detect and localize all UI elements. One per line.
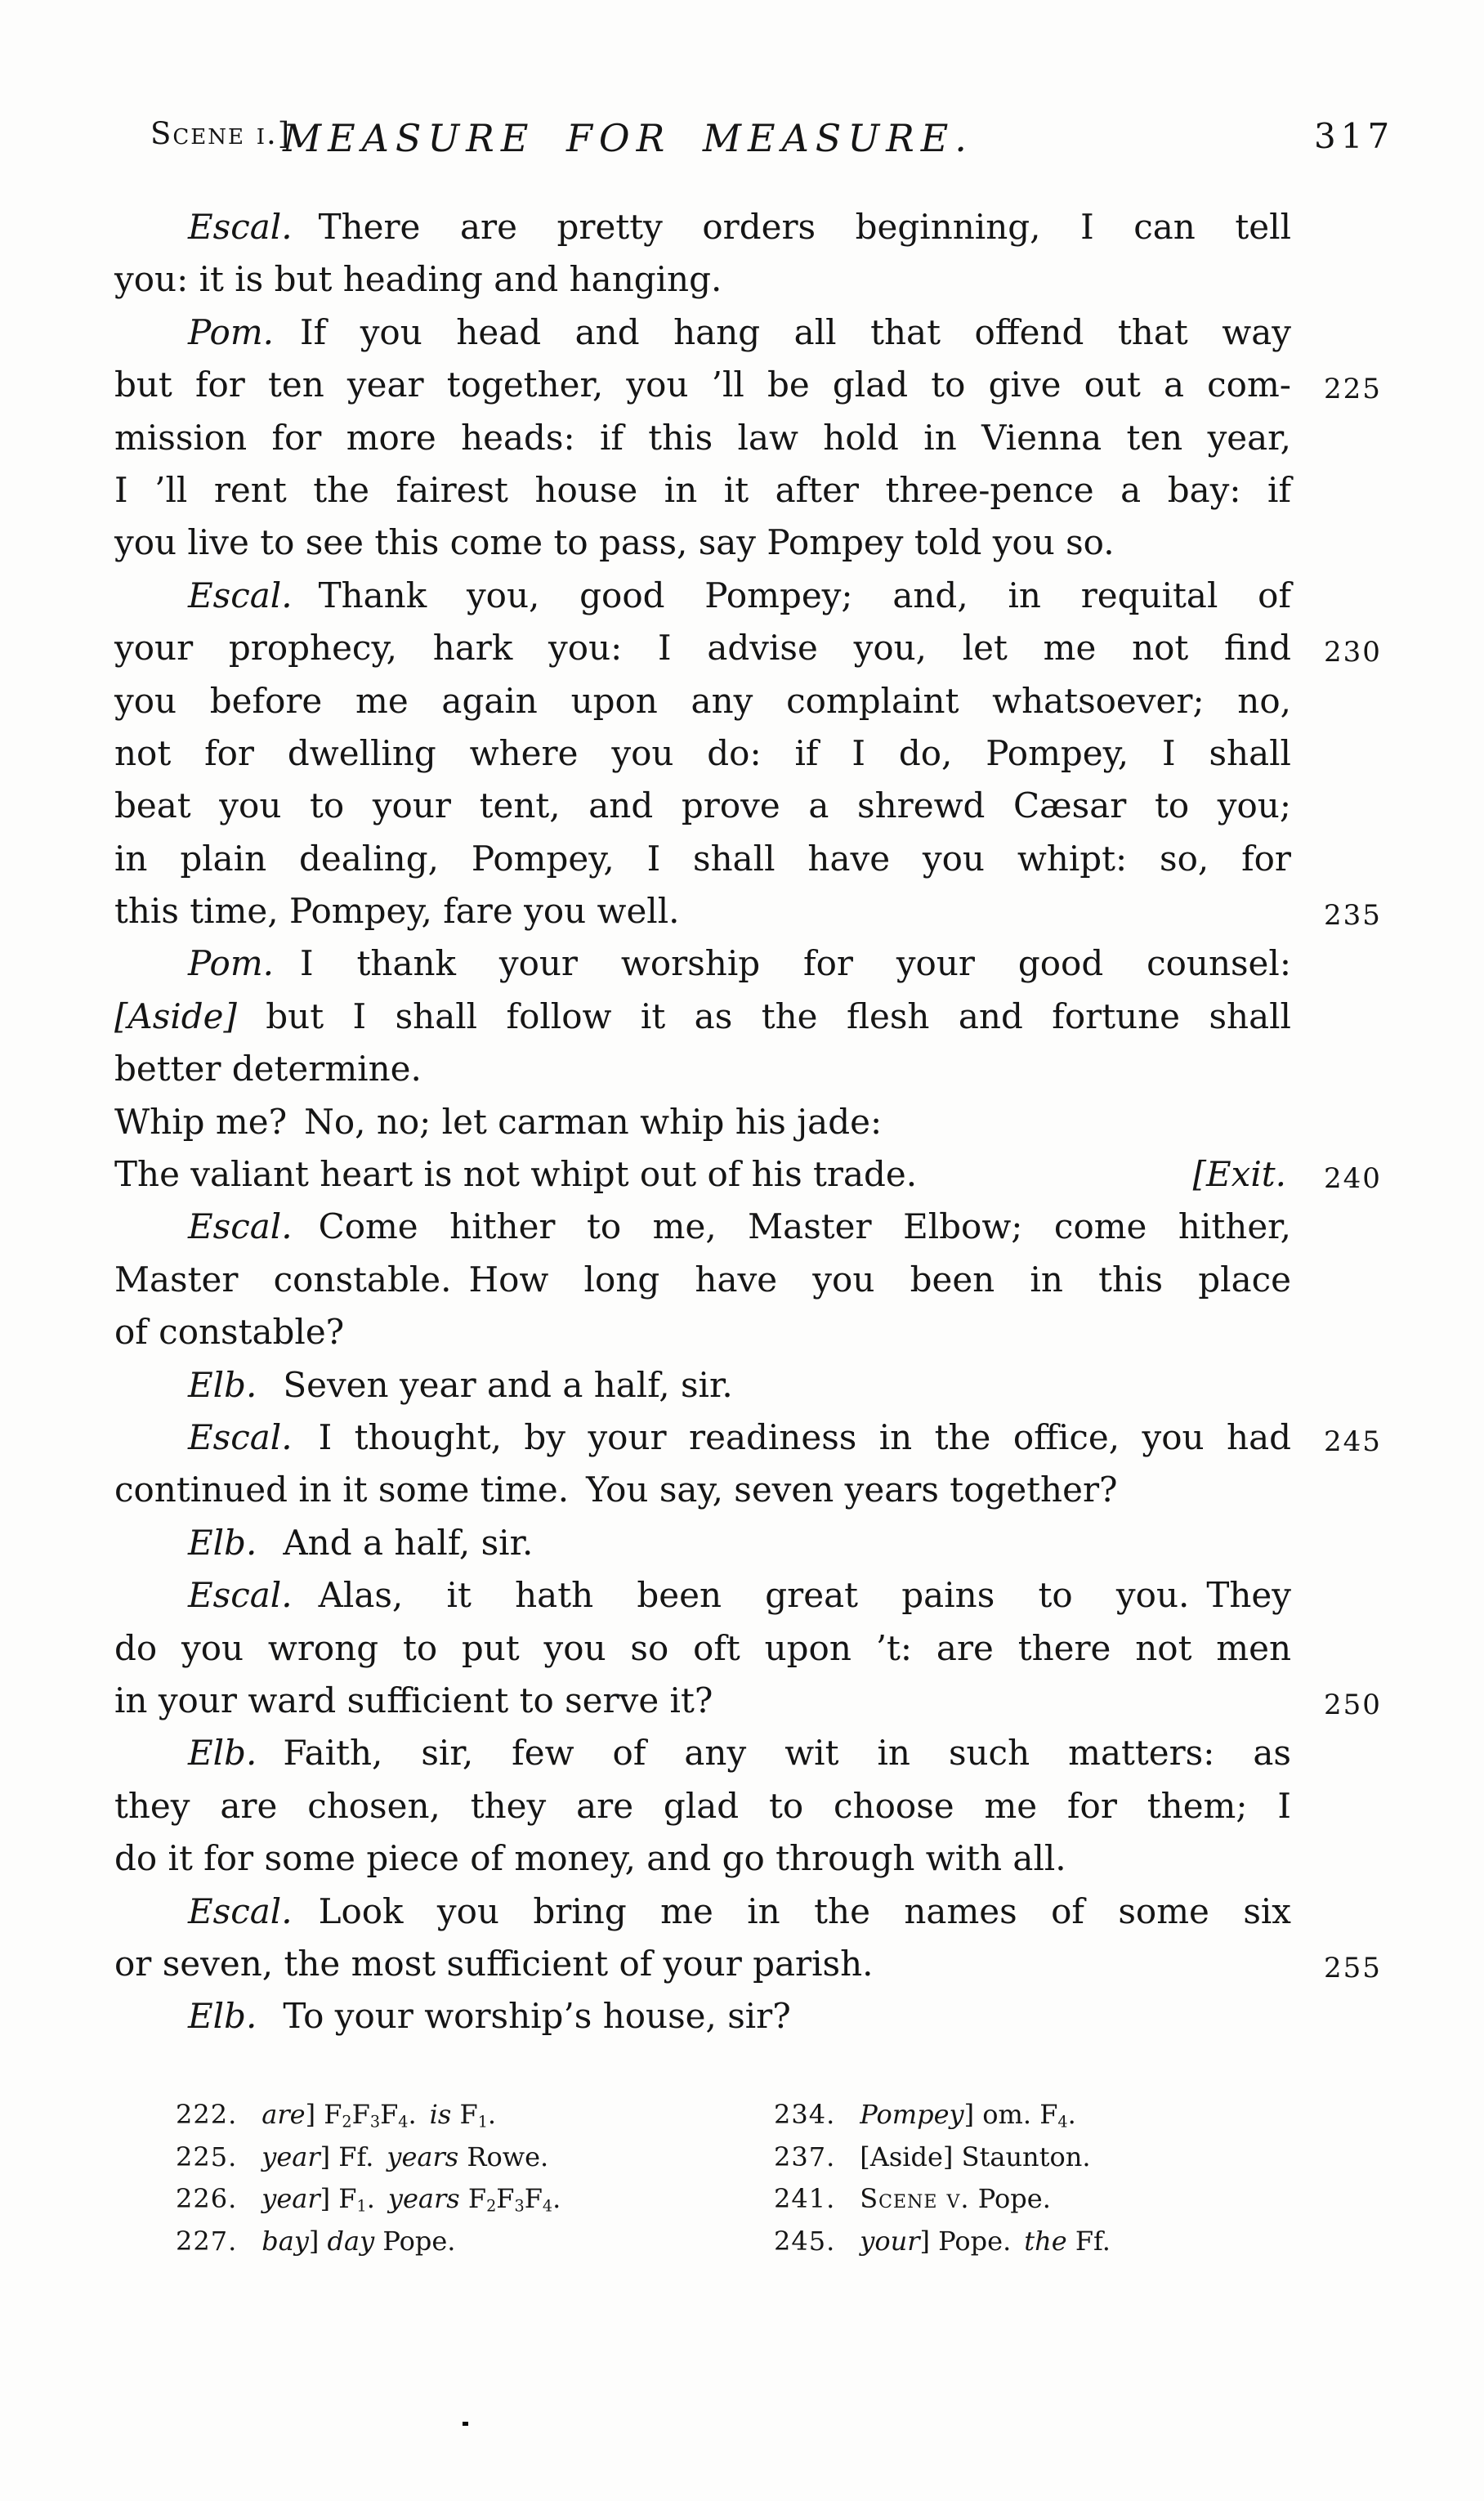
text-run: Come hither to me, Master Elbow; come hither, <box>318 1206 1291 1247</box>
text-run: continued in it some time. You say, seven years together? <box>114 1470 1118 1510</box>
speaker-abbrev: Escal. <box>188 575 293 615</box>
footnote-entry <box>774 2094 1111 2136</box>
speaker-abbrev: Escal. <box>188 1890 293 1931</box>
subscript-siglum: 4 <box>398 2112 409 2132</box>
page-header <box>0 116 1484 173</box>
footnote-line-ref: 225. <box>176 2141 238 2172</box>
footnote-entry <box>176 2136 561 2179</box>
text-line <box>114 885 1382 937</box>
text-run: ] F <box>320 2183 357 2214</box>
text-line <box>114 1148 1382 1201</box>
text-line <box>114 727 1291 780</box>
text-run: do it for some piece of money, and go through with all. <box>114 1838 1066 1879</box>
text-line <box>114 1254 1291 1306</box>
subscript-siglum: 1 <box>356 2196 367 2216</box>
footnote-line-ref: 226. <box>176 2183 238 2214</box>
subscript-siglum: 2 <box>342 2112 352 2132</box>
footnote-line-ref: 222. <box>176 2099 238 2130</box>
text-line <box>114 1359 1291 1412</box>
italic-text: years <box>387 2183 460 2214</box>
page-number: 317 <box>1314 116 1395 156</box>
italic-text: the <box>1024 2225 1067 2257</box>
italic-text: your <box>860 2225 920 2257</box>
footnote-entry <box>176 2094 561 2136</box>
text-line <box>114 780 1291 832</box>
text-run: ] <box>308 2225 328 2257</box>
text-run: I ’ll rent the fairest house in it after three-pence a bay: if <box>114 469 1291 510</box>
text-line <box>114 359 1382 411</box>
text-run: Pope. <box>374 2225 456 2257</box>
speaker-abbrev: Elb. <box>188 1996 257 2037</box>
text-line <box>114 306 1291 359</box>
text-line <box>114 1675 1382 1727</box>
footnote-entry <box>176 2178 561 2221</box>
speaker-abbrev: Escal. <box>188 1416 293 1457</box>
text-run: ] Pope. <box>919 2225 1025 2257</box>
text-run: but I shall follow it as the flesh and fortune shall <box>236 995 1291 1036</box>
text-run: F <box>496 2183 515 2214</box>
body-text <box>114 201 1382 2043</box>
text-line <box>114 1464 1291 1516</box>
text-run: . <box>366 2183 388 2214</box>
text-line <box>114 1043 1291 1095</box>
text-line <box>114 464 1291 517</box>
text-run: of constable? <box>114 1312 345 1353</box>
subscript-siglum: 3 <box>514 2196 525 2216</box>
text-run: or seven, the most sufficient of your parish. <box>114 1943 874 1984</box>
text-run: do you wrong to put you so oft upon ’t: are there not men <box>114 1627 1291 1668</box>
text-line <box>114 1517 1291 1569</box>
subscript-siglum: 4 <box>1057 2112 1068 2132</box>
text-run: Pope. <box>969 2183 1051 2214</box>
footnote-line-ref: 234. <box>774 2099 836 2130</box>
text-run: . <box>487 2099 497 2130</box>
text-run: your prophecy, hark you: I advise you, let me not find <box>114 628 1291 669</box>
text-line <box>114 675 1291 727</box>
subscript-siglum: 2 <box>486 2196 497 2216</box>
footnote-line-ref: 241. <box>774 2183 836 2214</box>
text-run: in your ward sufficient to serve it? <box>114 1680 713 1720</box>
footnote-entry <box>774 2221 1111 2263</box>
text-run: I thought, by your readiness in the office, you had <box>318 1416 1291 1457</box>
text-line <box>114 412 1291 464</box>
speaker-abbrev: Elb. <box>188 1364 257 1405</box>
text-run: Faith, sir, few of any wit in such matters: as <box>283 1733 1291 1774</box>
text-line <box>114 991 1291 1043</box>
small-caps-text: Scene v. <box>860 2183 970 2214</box>
text-line <box>114 201 1291 253</box>
text-line <box>114 937 1291 990</box>
text-run: If you head and hang all that offend that way <box>300 311 1291 352</box>
text-line <box>114 1990 1291 2042</box>
text-run: F <box>459 2183 487 2214</box>
scene-label: Scene i.] <box>150 116 292 151</box>
text-run: F <box>380 2099 399 2130</box>
speaker-abbrev: Escal. <box>188 1575 293 1616</box>
italic-text: are <box>261 2099 306 2130</box>
text-run: they are chosen, they are glad to choose me for them; I <box>114 1785 1291 1826</box>
text-run: Look you bring me in the names of some six <box>318 1890 1291 1931</box>
text-line <box>114 622 1382 674</box>
line-number: 250 <box>1324 1688 1382 1721</box>
line-number: 255 <box>1324 1951 1382 1984</box>
line-number: 245 <box>1324 1425 1382 1458</box>
subscript-siglum: 3 <box>369 2112 381 2132</box>
text-line <box>114 1886 1291 1938</box>
text-line <box>114 253 1291 306</box>
stage-direction: [Aside] <box>114 995 237 1036</box>
text-run: this time, Pompey, fare you well. <box>114 891 680 932</box>
text-run: mission for more heads: if this law hold in Vienna ten year, <box>114 417 1291 458</box>
text-run: you: it is but heading and hanging. <box>114 259 722 300</box>
speaker-abbrev: Escal. <box>188 207 293 247</box>
text-run: but for ten year together, you ’ll be glad to give out a com- <box>114 365 1291 405</box>
footnote-entry <box>774 2136 1111 2179</box>
text-line <box>114 1780 1291 1832</box>
text-run: [Aside] Staunton. <box>860 2141 1091 2172</box>
footnote-line-ref: 237. <box>774 2141 836 2172</box>
stage-direction-exit <box>1193 1148 1286 1201</box>
line-number: 240 <box>1324 1162 1382 1196</box>
text-run: ] om. F <box>963 2099 1058 2130</box>
text-line <box>114 1727 1291 1779</box>
text-run: I thank your worship for your good counsel: <box>300 943 1291 984</box>
italic-text: year <box>261 2183 320 2214</box>
text-run: Seven year and a half, sir. <box>283 1364 733 1405</box>
text-run: There are pretty orders beginning, I can tell <box>318 207 1291 247</box>
text-run: Master constable. How long have you been in this place <box>114 1259 1291 1300</box>
text-line <box>114 517 1291 569</box>
running-title: MEASURE FOR MEASURE. <box>283 116 973 160</box>
italic-text: day <box>327 2225 375 2257</box>
text-run: . <box>552 2183 561 2214</box>
speaker-abbrev: Pom. <box>188 311 275 352</box>
text-run: F <box>351 2099 370 2130</box>
footnote-entry <box>176 2221 561 2263</box>
footnote-entry <box>774 2178 1111 2221</box>
text-run: ] F <box>305 2099 342 2130</box>
text-run: To your worship’s house, sir? <box>283 1996 791 2037</box>
text-run: Thank you, good Pompey; and, in requital of <box>318 575 1291 615</box>
text-run: Whip me? No, no; let carman whip his jade: <box>114 1101 883 1142</box>
subscript-siglum: 1 <box>477 2112 488 2132</box>
text-run: beat you to your tent, and prove a shrewd Cæsar to you; <box>114 785 1291 826</box>
text-line <box>114 1096 1291 1148</box>
text-line <box>114 833 1291 885</box>
speaker-abbrev: Elb. <box>188 1733 257 1774</box>
text-line <box>114 1832 1291 1885</box>
stage-direction: [Exit. <box>1192 1154 1286 1195</box>
text-line <box>114 1622 1291 1675</box>
italic-text: year <box>261 2141 320 2172</box>
text-run: Alas, it hath been great pains to you. They <box>318 1575 1291 1616</box>
italic-text: bay <box>261 2225 309 2257</box>
text-line <box>114 1569 1291 1622</box>
speaker-abbrev: Elb. <box>188 1522 257 1563</box>
italic-text: Pompey <box>860 2099 964 2130</box>
footnote-line-ref: 245. <box>774 2225 836 2257</box>
italic-text: is <box>429 2099 452 2130</box>
italic-text: years <box>387 2141 459 2172</box>
text-run: . <box>408 2099 430 2130</box>
text-run: Ff. <box>1066 2225 1111 2257</box>
text-run: in plain dealing, Pompey, I shall have you whipt: so, for <box>114 838 1291 879</box>
text-run: The valiant heart is not whipt out of his trade. <box>114 1154 918 1195</box>
text-run: ] Ff. <box>320 2141 387 2172</box>
speaker-abbrev: Escal. <box>188 1206 293 1247</box>
text-run: F <box>524 2183 543 2214</box>
text-run: . <box>1067 2099 1076 2130</box>
text-run: better determine. <box>114 1049 422 1089</box>
text-line <box>114 570 1291 622</box>
footnotes-right-column <box>774 2094 1111 2262</box>
text-run: you live to see this come to pass, say Pompey told you so. <box>114 522 1115 563</box>
text-line <box>114 1306 1291 1358</box>
text-run: not for dwelling where you do: if I do, Pompey, I shall <box>114 732 1291 773</box>
ink-speck-artifact <box>463 2422 468 2426</box>
text-line <box>114 1412 1382 1464</box>
speaker-abbrev: Pom. <box>188 943 275 984</box>
text-run: you before me again upon any complaint whatsoever; no, <box>114 680 1291 721</box>
text-run: Rowe. <box>458 2141 549 2172</box>
text-run: And a half, sir. <box>283 1522 534 1563</box>
subscript-siglum: 4 <box>542 2196 553 2216</box>
footnotes-left-column <box>176 2094 561 2262</box>
text-line <box>114 1938 1382 1990</box>
footnote-line-ref: 227. <box>176 2225 238 2257</box>
text-run: F <box>451 2099 478 2130</box>
line-number: 225 <box>1324 373 1382 406</box>
line-number: 235 <box>1324 899 1382 933</box>
line-number: 230 <box>1324 636 1382 669</box>
text-line <box>114 1201 1291 1253</box>
